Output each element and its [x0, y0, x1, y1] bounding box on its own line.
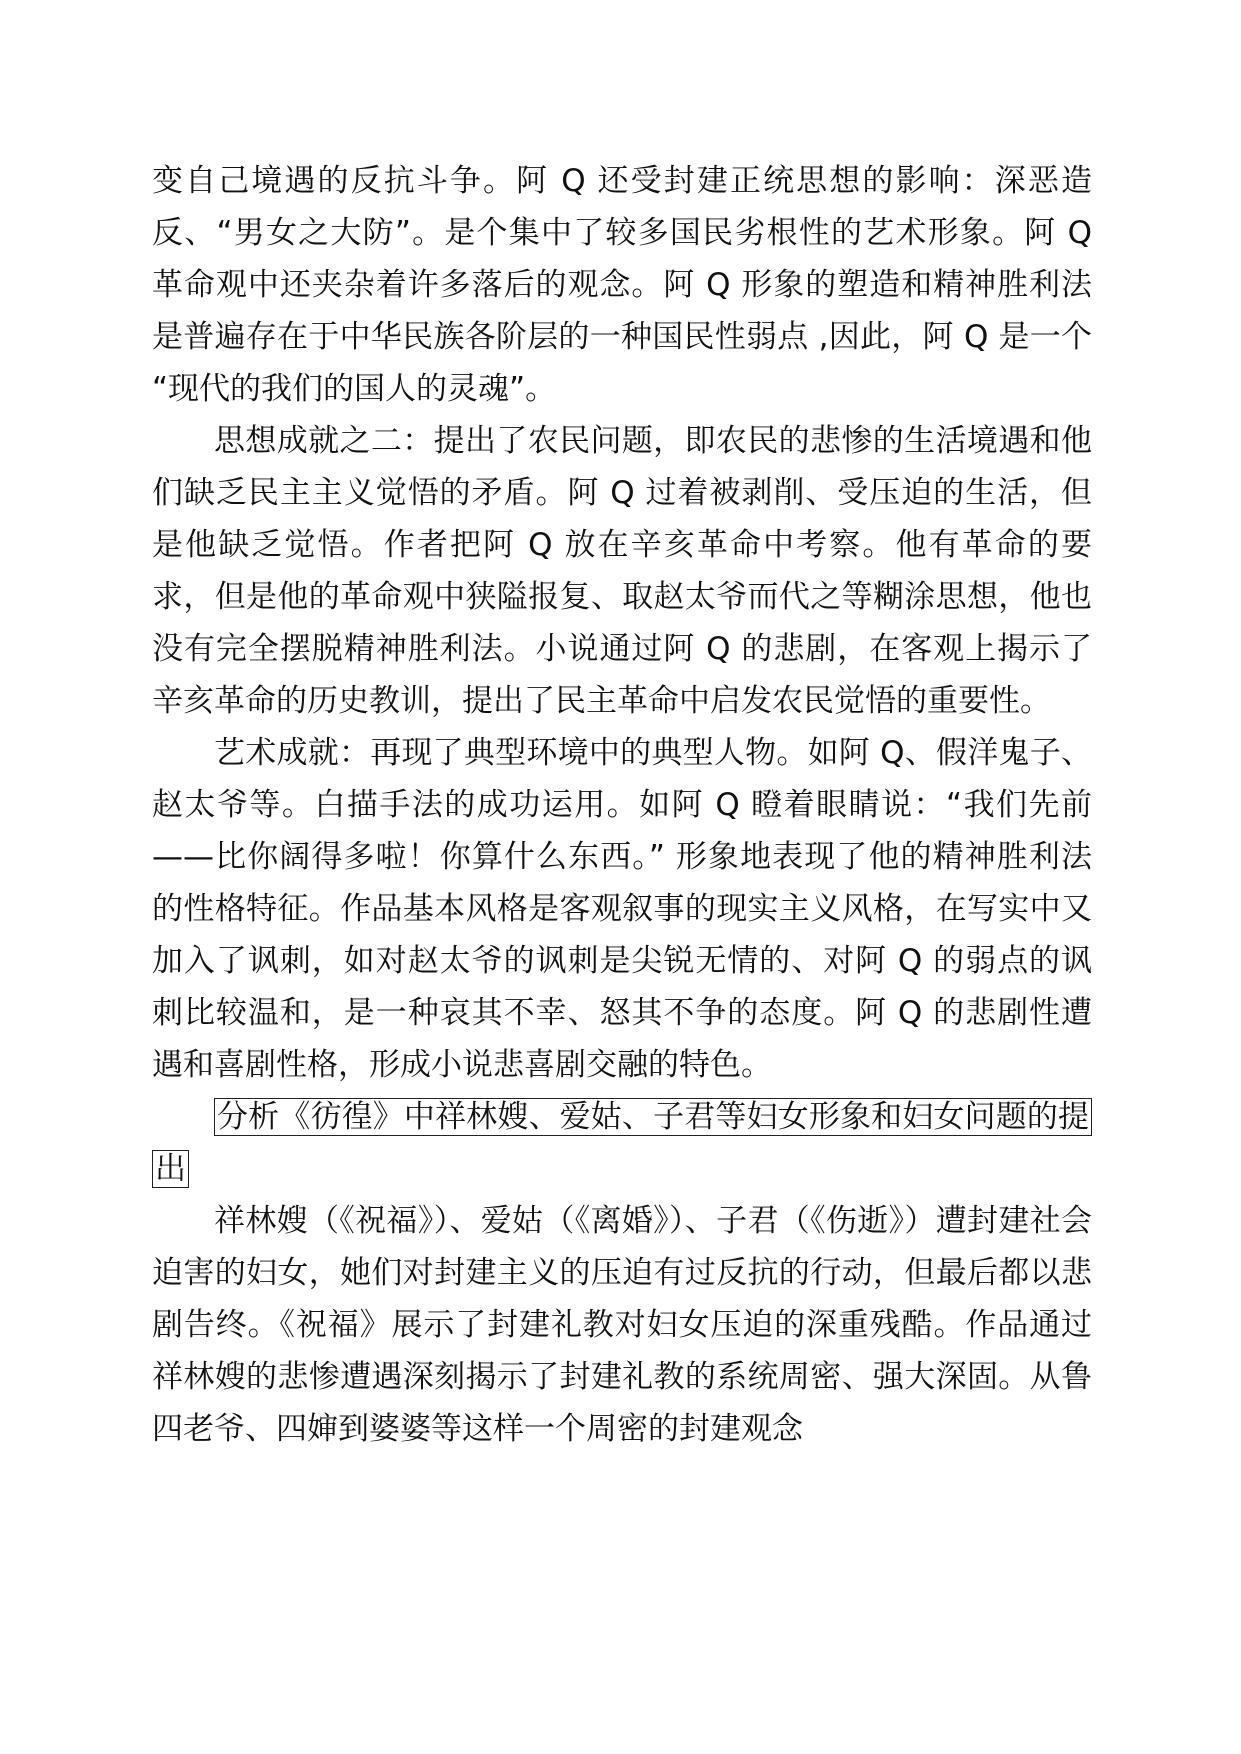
paragraph-artistic-achievement: 艺术成就：再现了典型环境中的典型人物。如阿 Q、假洋鬼子、赵太爷等。白描手法的成功运用。如阿 Q 瞪着眼睛说：“我们先前——比你阔得多啦！你算什么东西。” 形象地表现了他的精神胜利法的性格特征。作品基本风格是客观叙事的现实主义风格，在写实中又加入了讽刺，如对赵太爷的讽刺是尖锐无情的、对阿 Q 的弱点的讽刺比较温和，是一种哀其不幸、怒其不争的态度。阿 Q 的悲剧性遭遇和喜剧性格，形成小说悲喜剧交融的特色。 [152, 735, 1092, 1083]
section-heading-text: 分析《彷徨》中祥林嫂、爱姑、子君等妇女形象和妇女问题的提出 [152, 1098, 1092, 1188]
paragraph-women-characters: 祥林嫂（《祝福》）、爱姑（《离婚》）、子君（《伤逝》）遭封建社会迫害的妇女，她们对封建主义的压迫有过反抗的行动，但最后都以悲剧告终。《祝福》展示了封建礼教对妇女压迫的深重残酷。作品通过祥林嫂的悲惨遭遇深刻揭示了封建礼教的系统周密、强大深固。从鲁四老爷、四婶到婆婆等这样一个周密的封建观念 [152, 1203, 1092, 1447]
body-text [152, 155, 1092, 1455]
paragraph-continuation: 变自己境遇的反抗斗争。阿 Q 还受封建正统思想的影响：深恶造反、“男女之大防”。是个集中了较多国民劣根性的艺术形象。阿 Q 革命观中还夹杂着许多落后的观念。阿 Q 形象的塑造和精神胜利法是普遍存在于中华民族各阶层的一种国民性弱点 ,因此，阿 Q 是一个 “现代的我们的国人的灵魂”。 [152, 163, 1092, 407]
section-heading [152, 1091, 1092, 1195]
paragraph-thought-achievement-two: 思想成就之二：提出了农民问题，即农民的悲惨的生活境遇和他们缺乏民主主义觉悟的矛盾。阿 Q 过着被剥削、受压迫的生活，但是他缺乏觉悟。作者把阿 Q 放在辛亥革命中考察。他有革命的要求，但是他的革命观中狭隘报复、取赵太爷而代之等糊涂思想，他也没有完全摆脱精神胜利法。小说通过阿 Q 的悲剧，在客观上揭示了辛亥革命的历史教训，提出了民主革命中启发农民觉悟的重要性。 [152, 423, 1092, 719]
